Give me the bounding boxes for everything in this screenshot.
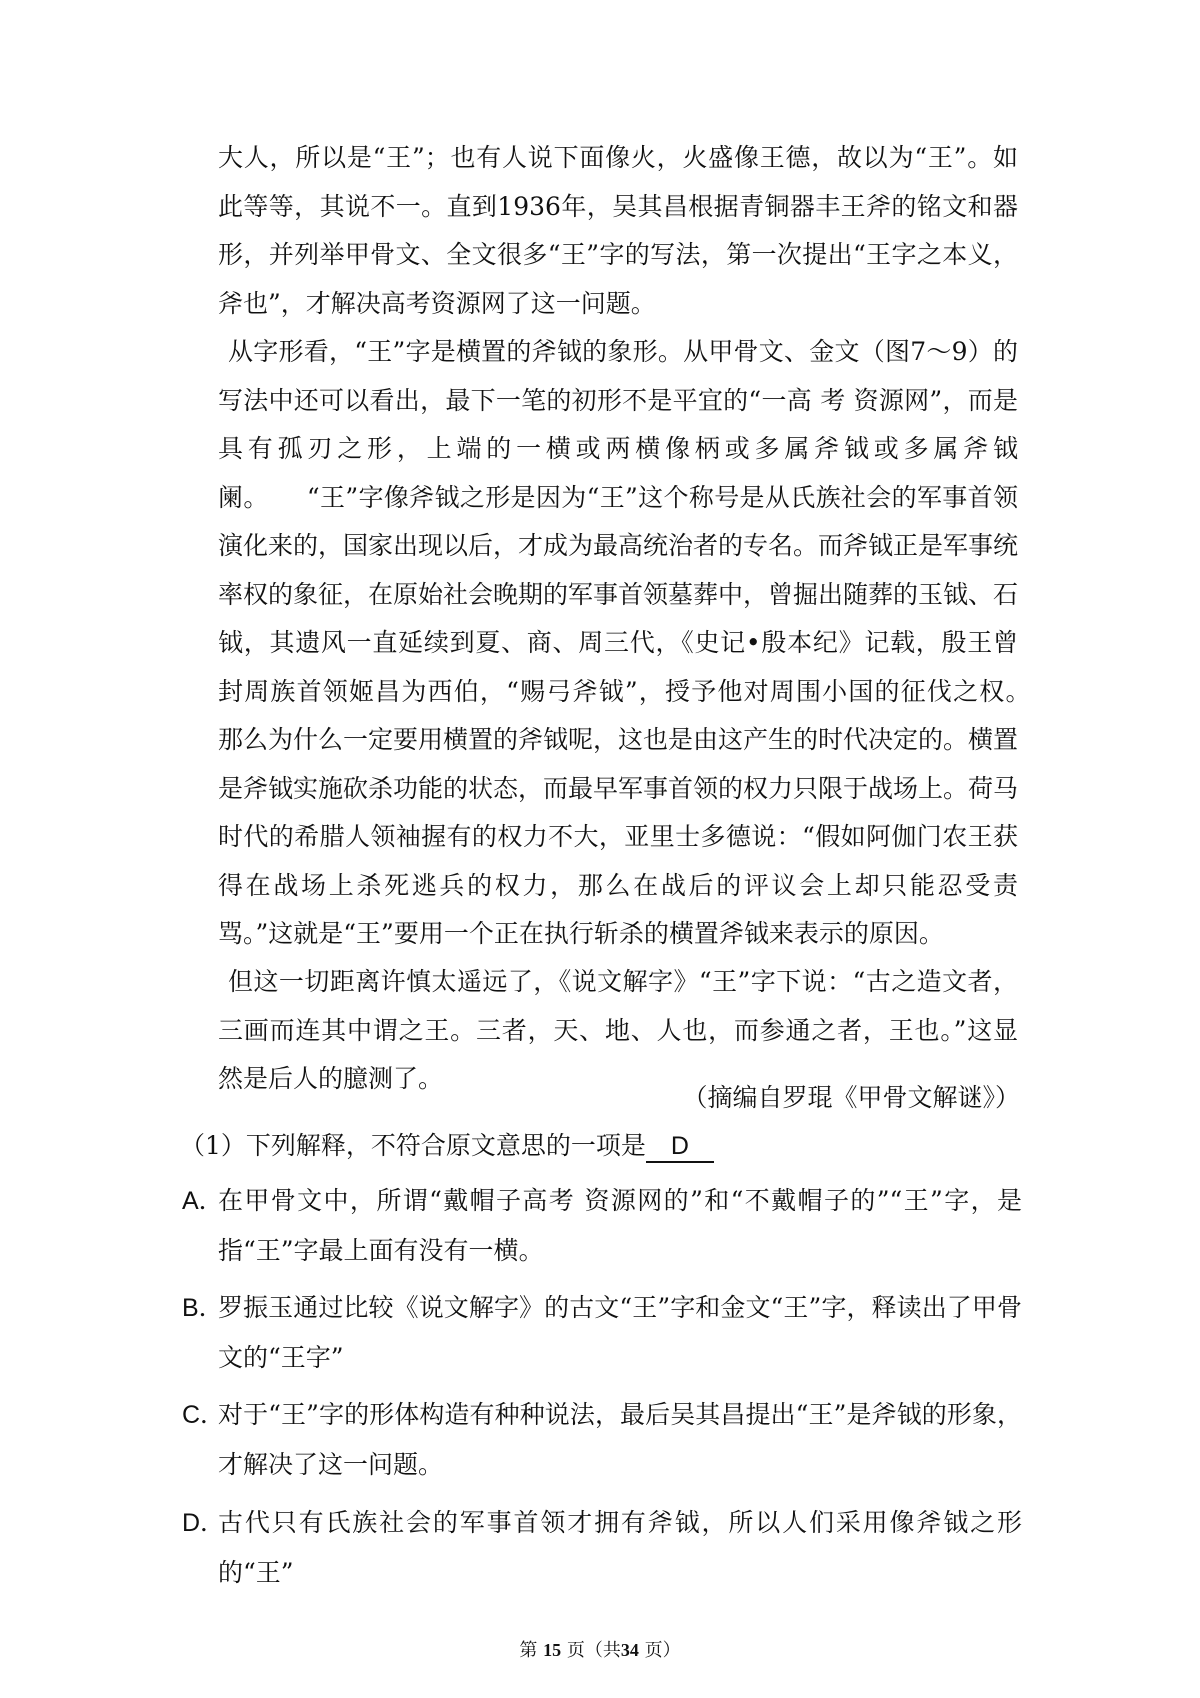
paragraph-2: 从字形看，“王”字是横置的斧钺的象形。从甲骨文、金文（图7～9）的写法中还可以看出，最下一笔的初形不是平宜的“一高 考 资源网”，而是具有孤刃之形，上端的一横或两横像柄或多属斧钺或多属斧钺阑。 “王”字像斧钺之形是因为“王”这个称号是从氏族社会的军事首领演化来的，国家出现以后，才成为最高统治者的专名。而斧钺正是军事统率权的象征，在原始社会晚期的军事首领墓葬中，曾掘出随葬的玉钺、石钺，其遗风一直延续到夏、商、周三代，《史记•殷本纪》记载，殷王曾封周族首领姬昌为西伯，“赐弓斧钺”，授予他对周围小国的征伐之权。 那么为什么一定要用横置的斧钺呢，这也是由这产生的时代决定的。横置是斧钺实施砍杀功能的状态，而最早军事首领的权力只限于战场上。荷马时代的希腊人领袖握有的权力不大，亚里士多德说：“假如阿伽门农王获得在战场上杀死逃兵的权力，那么在战后的评议会上却只能忍受责骂。”这就是“王”要用一个正在执行斩杀的横置斧钺来表示的原因。 <box>218 337 1069 948</box>
option-letter: D． <box>182 1509 226 1537</box>
page-total: 34 <box>620 1640 639 1660</box>
source-citation: （摘编自罗琨《甲骨文解谜》） <box>682 1083 1020 1112</box>
paragraph-1: 大人，所以是“王”；也有人说下面像火，火盛像王德，故以为“王”。如此等等，其说不一。直到1936年，吴其昌根据青铜器丰王斧的铭文和器形，并列举甲骨文、全文很多“王”字的写法，第一次提出“王字之本义，斧也”，才解决高考资源网了这一问题。 <box>218 143 1018 318</box>
option-letter: B． <box>182 1294 224 1322</box>
footer-middle: 页（共 <box>566 1640 621 1661</box>
option-b <box>182 1283 1022 1383</box>
option-letter: A． <box>182 1187 224 1215</box>
option-text: 古代只有氏族社会的军事首领才拥有斧钺，所以人们采用像斧钺之形的“王” <box>218 1508 1022 1587</box>
option-text: 对于“王”字的形体构造有种种说法，最后吴其昌提出“王”是斧钺的形象，才解决了这一问题。 <box>218 1400 1022 1479</box>
question-1 <box>180 1126 714 1166</box>
page-footer <box>0 1638 1200 1663</box>
footer-prefix: 第 <box>519 1640 538 1661</box>
option-letter: C． <box>182 1401 226 1429</box>
option-c <box>182 1390 1022 1490</box>
paragraph-3: 但这一切距离许慎太遥远了，《说文解字》“王”字下说：“古之造文者，三画而连其中谓之王。三者，天、地、人也，而参通之者，王也。”这显然是后人的臆测了。 <box>218 967 1018 1093</box>
option-d <box>182 1498 1022 1598</box>
option-text: 罗振玉通过比较《说文解字》的古文“王”字和金文“王”字，释读出了甲骨文的“王字” <box>218 1293 1022 1372</box>
page-number: 15 <box>543 1640 562 1660</box>
option-a <box>182 1176 1022 1276</box>
answer-blank: D <box>646 1131 714 1163</box>
question-prompt: （1）下列解释，不符合原文意思的一项是 <box>180 1131 646 1160</box>
option-text: 在甲骨文中，所谓“戴帽子高考 资源网的”和“不戴帽子的”“王”字，是指“王”字最上面有没有一横。 <box>218 1186 1022 1265</box>
footer-suffix: 页） <box>644 1640 681 1661</box>
